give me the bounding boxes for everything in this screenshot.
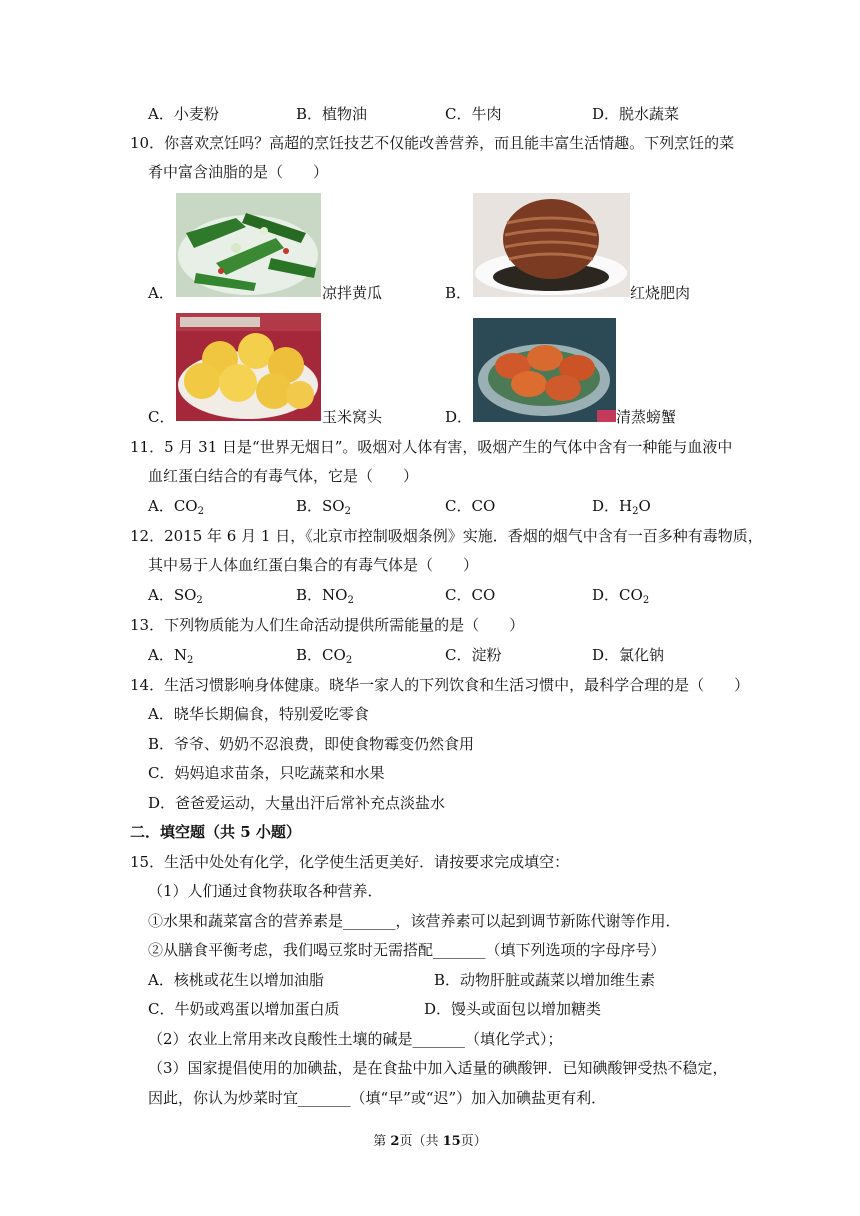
- q12-option-c: C．CO: [445, 586, 496, 604]
- q13-option-d: D．氯化钠: [592, 646, 665, 664]
- q13-option-c: C．淀粉: [445, 646, 502, 664]
- q11-option-d: D．$H_2O$: [592, 497, 651, 517]
- q10-option-c-text: 玉米窝头: [322, 408, 383, 426]
- q9-option-a: A．小麦粉: [148, 105, 219, 123]
- steamed-crab-image: [473, 318, 616, 422]
- q15-option-b: B．动物肝脏或蔬菜以增加维生素: [434, 971, 656, 989]
- q14-option-b: B．爷爷、奶奶不忍浪费，即使食物霉变仍然食用: [148, 735, 475, 753]
- current-page-number: 2: [390, 1134, 400, 1149]
- q11-option-a: A．$CO_2$: [148, 497, 204, 517]
- q15-part1-b: ②从膳食平衡考虑，我们喝豆浆时无需搭配_______（填下列选项的字母序号）: [148, 941, 666, 959]
- q12-text-line2: 其中易于人体血红蛋白集合的有毒气体是（ ）: [148, 556, 479, 574]
- q10-option-a-text: 凉拌黄瓜: [322, 284, 383, 302]
- q15-part1: （1）人们通过食物获取各种营养．: [148, 882, 383, 900]
- section-heading-fill-in: 二．填空题（共 5 小题）: [130, 823, 301, 841]
- q14-text-line1: 14．生活习惯影响身体健康。晓华一家人的下列饮食和生活习惯中，最科学合理的是（ ）: [130, 676, 750, 694]
- q12-option-b: B．$NO_2$: [296, 586, 354, 606]
- q14-option-c: C．妈妈追求苗条，只吃蔬菜和水果: [148, 764, 385, 782]
- q10-text-line2: 肴中富含油脂的是（ ）: [148, 163, 329, 181]
- braised-pork-image: [473, 193, 630, 297]
- q9-option-b: B．植物油: [296, 105, 368, 123]
- q15-option-c: C．牛奶或鸡蛋以增加蛋白质: [148, 1000, 340, 1018]
- q9-option-d: D．脱水蔬菜: [592, 105, 680, 123]
- q10-option-b-letter: B．: [445, 284, 472, 302]
- page-footer: 第 2页（共 15页）: [373, 1134, 487, 1149]
- q12-option-a: A．$SO_2$: [148, 586, 203, 606]
- total-page-count: 15: [442, 1134, 461, 1149]
- q10-option-b-text: 红烧肥肉: [630, 284, 691, 302]
- q15-option-a: A．核桃或花生以增加油脂: [148, 971, 324, 989]
- q12-option-d: D．$CO_2$: [592, 586, 650, 606]
- corn-bun-image: [176, 313, 321, 421]
- q14-option-a: A．晓华长期偏食，特别爱吃零食: [148, 705, 369, 723]
- q10-option-a-letter: A．: [148, 284, 174, 302]
- q12-text-line1: 12．2015 年 6 月 1 日，《北京市控制吸烟条例》实施．香烟的烟气中含有一百多种有毒物质，: [130, 527, 763, 545]
- q15-part2: （2）农业上常用来改良酸性土壤的碱是_______（填化学式）；: [148, 1030, 563, 1048]
- q13-text-line1: 13．下列物质能为人们生命活动提供所需能量的是（ ）: [130, 616, 525, 634]
- q15-part1-a: ①水果和蔬菜富含的营养素是_______，该营养素可以起到调节新陈代谢等作用．: [148, 912, 681, 930]
- q10-option-d-text: 清蒸螃蟹: [616, 408, 677, 426]
- q13-option-a: A．$N_2$: [148, 646, 194, 666]
- q11-option-c: C．CO: [445, 497, 496, 515]
- q9-option-c: C．牛肉: [445, 105, 502, 123]
- q15-part3-line2: 因此，你认为炒菜时宜_______（填“早”或“迟”）加入加碘盐更有利．: [148, 1089, 607, 1107]
- q11-option-b: B．$SO_2$: [296, 497, 351, 517]
- q10-text-line1: 10．你喜欢烹饪吗？高超的烹饪技艺不仅能改善营养，而且能丰富生活情趣。下列烹饪的菜: [130, 134, 735, 152]
- q11-text-line2: 血红蛋白结合的有毒气体，它是（ ）: [148, 467, 419, 485]
- q15-text-line1: 15．生活中处处有化学，化学使生活更美好．请按要求完成填空：: [130, 853, 570, 871]
- q11-text-line1: 11．5 月 31 日是“世界无烟日”。吸烟对人体有害，吸烟产生的气体中含有一种能与血液中: [130, 438, 733, 456]
- q13-option-b: B．$CO_2$: [296, 646, 353, 666]
- q15-option-d: D．馒头或面包以增加糖类: [424, 1000, 602, 1018]
- q15-part3-line1: （3）国家提倡使用的加碘盐，是在食盐中加入适量的碘酸钾．已知碘酸钾受热不稳定，: [148, 1059, 728, 1077]
- q14-option-d: D．爸爸爱运动，大量出汗后常补充点淡盐水: [148, 794, 446, 812]
- q10-option-c-letter: C．: [148, 408, 175, 426]
- cucumber-salad-image: [176, 193, 321, 297]
- q10-option-d-letter: D．: [445, 408, 473, 426]
